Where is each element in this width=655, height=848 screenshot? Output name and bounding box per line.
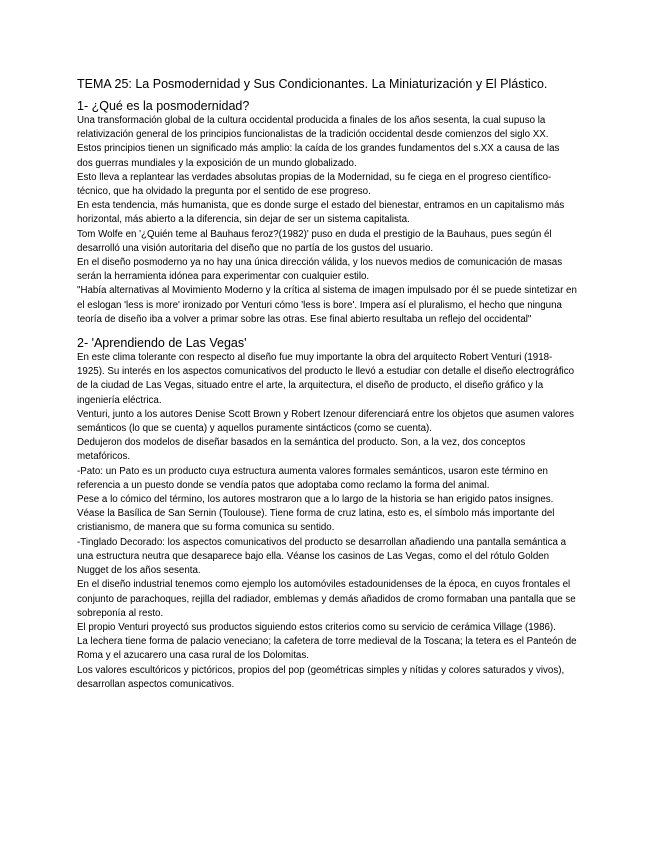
paragraph: Una transformación global de la cultura occidental producida a finales de los años sesenta, la cual supuso la relativización general de los principios funcionalistas de la tradición occidental desde comienzos del siglo XX. (77, 115, 549, 141)
paragraph: En este clima tolerante con respecto al diseño fue muy importante la obra del arquitecto Robert Venturi (1918-1925). Su interés en los aspectos comunicativos del producto le llevó a estudiar con detalle el diseño electrográfico de la ciudad de Las Vegas, situado entre el arte, la arquitectura, el diseño de producto, el diseño gráfico y la ingeniería eléctrica. (77, 352, 574, 406)
paragraph: Venturi, junto a los autores Denise Scott Brown y Robert Izenour diferenciará entre los objetos que asumen valores semánticos (lo que se cuenta) y aquellos puramente sintácticos (como se cuenta). (77, 408, 574, 435)
paragraph: El propio Venturi proyectó sus productos siguiendo estos criterios como su servicio de cerámica Village (1986). (77, 621, 556, 633)
paragraph: En el diseño industrial tenemos como ejemplo los automóviles estadounidenses de la época, en cuyos frontales el conjunto de parachoques, rejilla del radiador, emblemas y demás añadidos de cromo formaban una pantalla que se sobreponía al resto. (77, 579, 576, 619)
paragraph-pato: -Pato: un Pato es un producto cuya estructura aumenta valores formales semánticos, usaron este término en referencia a un puesto donde se vendía patos que adoptaba como reclamo la forma del animal. (77, 465, 548, 491)
quote-paragraph: "Había alternativas al Movimiento Moderno y la crítica al sistema de imagen impulsado por él se puede sintetizar en el eslogan 'less is more' ironizado por Venturi cómo 'less is bore'. Impera así el pluralismo, el hecho que ninguna teoría de diseño iba a volver a primar sobre las otras. Ese final abierto resultaba un reflejo del occidental" (77, 285, 577, 325)
paragraph: Tom Wolfe en '¿Quién teme al Bauhaus feroz?(1982)' puso en duda el prestigio de la Bauhaus, pues según él desarrolló una visión autoritaria del diseño que no partía de los gustos del usuario. (77, 228, 552, 254)
paragraph: La lechera tiene forma de palacio veneciano; la cafetera de torre medieval de la Toscana; la tetera es el Panteón de Roma y el azucarero una casa rural de los Dolomitas. (77, 636, 577, 662)
paragraph: Esto lleva a replantear las verdades absolutas propias de la Modernidad, su fe ciega en el progreso científico-técnico, que ha olvidado la pregunta por el sentido de ese progreso. (77, 171, 552, 198)
paragraph-tinglado-decorado: -Tinglado Decorado: los aspectos comunicativos del producto se desarrollan añadiendo una pantalla semántica a una estructura neutra que desaparece bajo ella. Véanse los casinos de Las Vegas, como el del rótulo Golden Nugget de los años sesenta. (77, 536, 567, 577)
document-title: TEMA 25: La Posmodernidad y Sus Condicionantes. La Miniaturización y El Plástico. (77, 77, 548, 91)
section-heading-1: 1- ¿Qué es la posmodernidad? (77, 99, 250, 113)
paragraph: En el diseño posmoderno ya no hay una única dirección válida, y los nuevos medios de comunicación de masas serán la herramienta idónea para experimentar con cualquier estilo. (77, 257, 563, 283)
paragraph: Véase la Basílica de San Sernin (Toulouse). Tiene forma de cruz latina, esto es, el símbolo más importante del cristianismo, de manera que su forma comunica su sentido. (77, 508, 555, 534)
paragraph: En esta tendencia, más humanista, que es donde surge el estado del bienestar, entramos en un capitalismo más horizontal, más abierto a la diferencia, sin dejar de ser un sistema capitalista. (77, 200, 565, 226)
section-heading-2: 2- 'Aprendiendo de Las Vegas' (77, 336, 247, 351)
document-page (77, 76, 577, 692)
paragraph: Estos principios tienen un significado más amplio: la caída de los grandes fundamentos del s.XX a causa de las dos guerras mundiales y la exposición de un mundo globalizado. (77, 143, 560, 169)
paragraph: Pese a lo cómico del término, los autores mostraron que a lo largo de la historia se han erigido patos insignes. (77, 494, 554, 506)
paragraph: Los valores escultóricos y pictóricos, propios del pop (geométricas simples y nítidas y colores saturados y vivos), desarrollan aspectos comunicativos. (77, 664, 565, 690)
paragraph: Dedujeron dos modelos de diseñar basados en la semántica del producto. Son, a la vez, dos conceptos metafóricos. (77, 437, 526, 463)
